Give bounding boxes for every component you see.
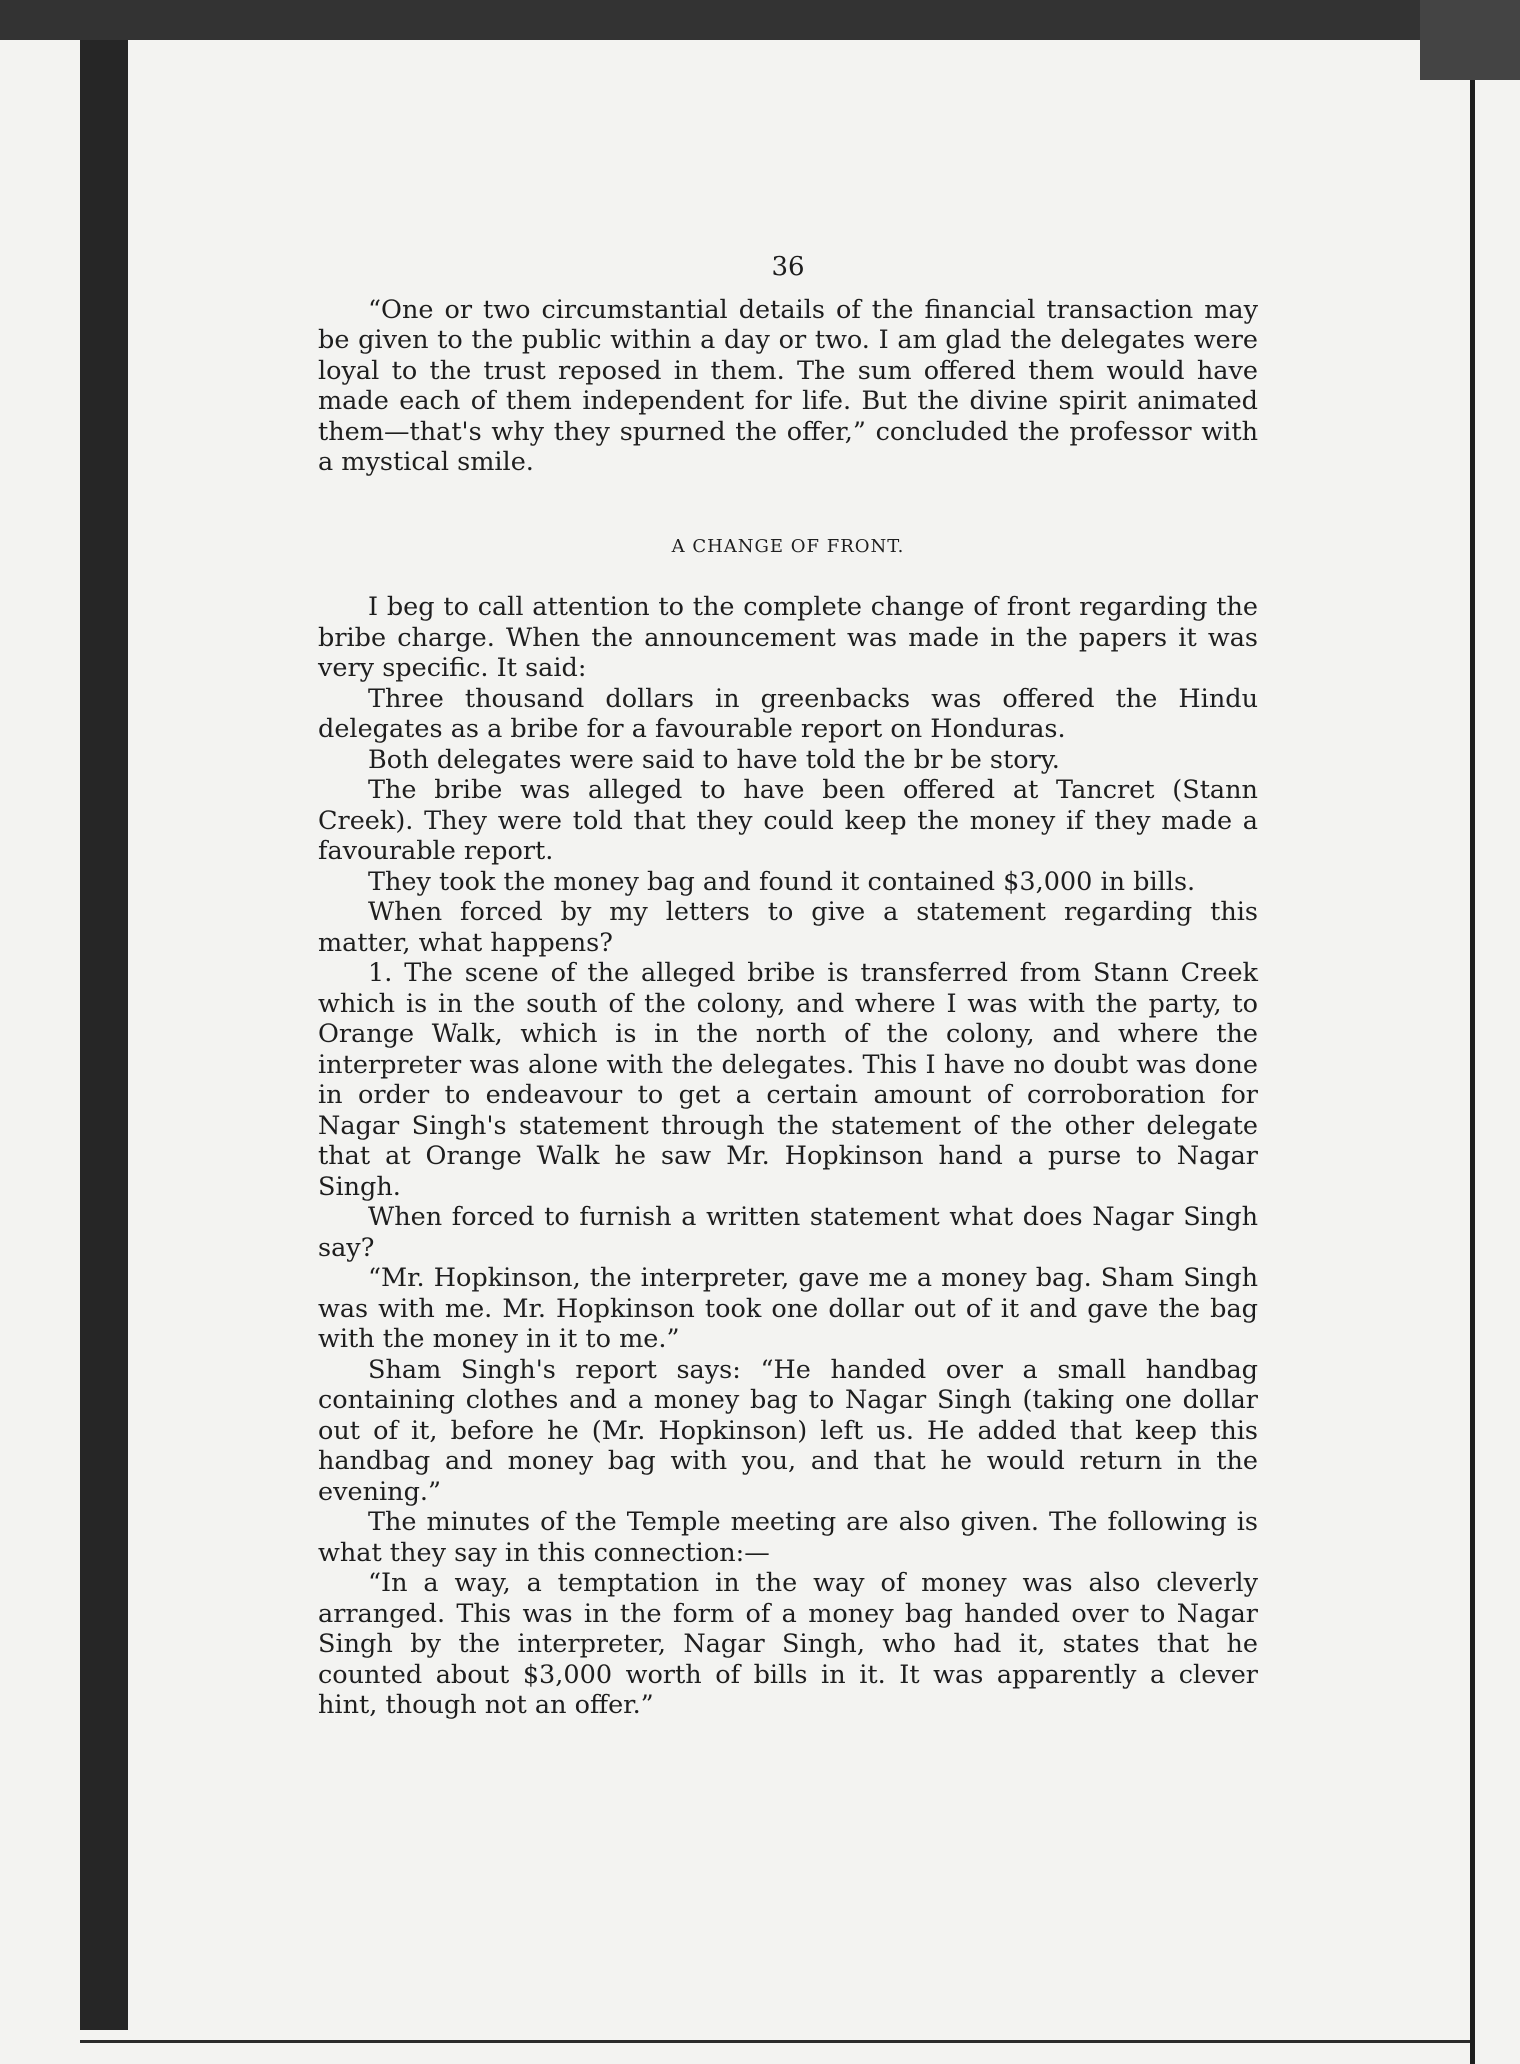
paragraph: “Mr. Hopkinson, the interpreter, gave me a money bag. Sham Singh was with me. Mr. Hopkinson took one dollar out of it and gave the bag with the money in it to me.” [318, 1263, 1258, 1354]
paragraph: 1. The scene of the alleged bribe is transferred from Stann Creek which is in the south of the colony, and where I was with the party, to Orange Walk, which is in the north of the colony, and where the interpreter was alone with the delegates. This I have no doubt was done in order to endeavour to get a certain amount of corroboration for Nagar Singh's statement through the statement of the other delegate that at Orange Walk he saw Mr. Hopkinson hand a purse to Nagar Singh. [318, 958, 1258, 1202]
page-number: 36 [771, 252, 805, 282]
paragraph: Sham Singh's report says: “He handed over a small handbag containing clothes and a money bag to Nagar Singh (taking one dollar out of it, before he (Mr. Hopkinson) left us. He added that keep this handbag and money bag with you, and that he would return in the evening.” [318, 1354, 1258, 1507]
paragraph: I beg to call attention to the complete change of front regarding the bribe charge. When the announcement was made in the papers it was very specific. It said: [318, 592, 1258, 683]
paragraph: Three thousand dollars in greenbacks was offered the Hindu delegates as a bribe for a favourable report on Honduras. [318, 683, 1258, 744]
scan-right-border [1470, 80, 1475, 2064]
scan-left-border [80, 40, 128, 2030]
paragraph: They took the money bag and found it contained $3,000 in bills. [368, 866, 1196, 897]
paragraph: Both delegates were said to have told the br be story. [368, 744, 1060, 775]
scan-bottom-border [80, 2040, 1470, 2043]
scan-top-right-border [1420, 0, 1520, 80]
paragraph: When forced by my letters to give a statement regarding this matter, what happens? [318, 897, 1258, 958]
section-heading: A CHANGE OF FRONT. [671, 535, 905, 557]
paragraph: The minutes of the Temple meeting are also given. The following is what they say in this connection:— [318, 1507, 1258, 1568]
intro-paragraph: “One or two circumstantial details of the financial transaction may be given to the public within a day or two. I am glad the delegates were loyal to the trust reposed in them. The sum offered them would have made each of them independent for life. But the divine spirit animated them—that's why they spurned the offer,” concluded the professor with a mystical smile. [318, 294, 1258, 477]
paragraph: When forced to furnish a written statement what does Nagar Singh say? [318, 1202, 1258, 1263]
document-page [318, 252, 1258, 1721]
scan-top-border [0, 0, 1520, 40]
paragraph: “In a way, a temptation in the way of money was also cleverly arranged. This was in the form of a money bag handed over to Nagar Singh by the interpreter, Nagar Singh, who had it, states that he counted about $3,000 worth of bills in it. It was apparently a clever hint, though not an offer.” [318, 1568, 1258, 1720]
paragraph: The bribe was alleged to have been offered at Tancret (Stann Creek). They were told that they could keep the money if they made a favourable report. [318, 775, 1258, 866]
